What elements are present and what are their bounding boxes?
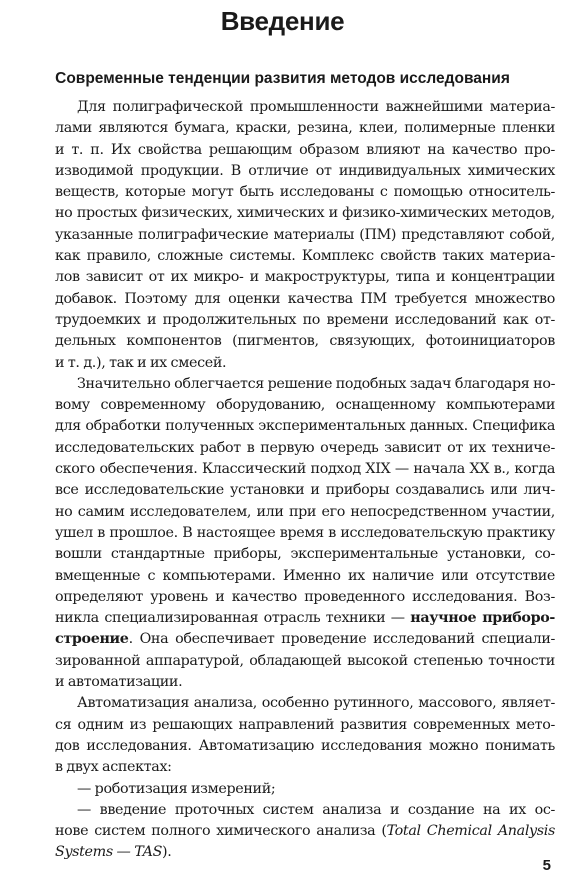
text-line xyxy=(33,629,555,650)
text-line: ского обеспечения. Классический подход XIX — начала XX в., когда xyxy=(55,461,555,478)
paragraph-2 xyxy=(33,374,555,693)
text-run: никла специализированная отрасль техники — xyxy=(55,610,411,627)
text-line: и т. д.), так и их смесей. xyxy=(55,354,227,371)
text-line: трудоемких и продолжительных по времени исследований как от- xyxy=(55,311,555,328)
text-line: вмещенные с компьютерами. Именно их наличие или отсутствие xyxy=(55,567,555,584)
text-line: лами являются бумага, краски, резина, клеи, полимерные пленки xyxy=(55,120,555,137)
text-line: вому современному оборудованию, оснащенному компьютерами xyxy=(55,397,555,414)
text-line xyxy=(33,842,555,863)
text-line: веществ, которые могут быть исследованы с помощью относитель- xyxy=(55,184,555,201)
text-line: Автоматизация анализа, особенно рутинного, массового, являет- xyxy=(77,695,555,712)
page-number: 5 xyxy=(542,857,551,874)
italic-term: Systems — TAS xyxy=(55,844,163,861)
text-line: исследовательских работ в первую очередь зависит от их техниче- xyxy=(55,439,555,456)
list-item xyxy=(33,800,555,864)
text-line: и т. п. Их свойства решающим образом влияют на качество про- xyxy=(55,141,555,158)
text-line: как правило, сложные системы. Комплекс свойств таких материа- xyxy=(55,248,555,265)
text-run: нове систем полного химического анализа ( xyxy=(55,823,387,840)
text-line: и автоматизации. xyxy=(55,674,183,691)
text-line xyxy=(33,821,555,842)
text-line: но простых физических, химических и физико-химических методов, xyxy=(55,205,555,222)
key-term: строение xyxy=(55,631,129,648)
text-line: добавок. Поэтому для оценки качества ПМ требуется множество xyxy=(55,290,555,307)
paragraph-1 xyxy=(33,97,555,374)
text-line: определяют уровень и качество проведенного исследования. Воз- xyxy=(55,588,555,605)
text-run: . Она обеспечивает проведение исследований специали- xyxy=(128,631,555,648)
text-line: изводимой продукции. В отличие от индивидуальных химических xyxy=(55,162,555,179)
chapter-title: Введение xyxy=(220,6,345,36)
text-run: ). xyxy=(162,844,172,861)
text-line: Для полиграфической промышленности важнейшими материа- xyxy=(77,99,555,115)
text-line: дов исследования. Автоматизацию исследования можно понимать xyxy=(55,737,555,754)
key-term: научное приборо- xyxy=(410,610,555,627)
text-line: ушел в прошлое. В настоящее время в исследовательскую практику xyxy=(55,524,555,541)
text-line: — роботизация измерений; xyxy=(77,780,276,797)
text-line: — введение проточных систем анализа и создание на их ос- xyxy=(77,801,555,818)
italic-term: Total Chemical Analysis xyxy=(386,823,555,840)
text-line: ся одним из решающих направлений развития современных мето- xyxy=(55,716,555,733)
text-line: все исследовательские установки и приборы создавались или лич- xyxy=(55,482,555,499)
text-line: дельных компонентов (пигментов, связующих, фотоинициаторов xyxy=(55,333,555,350)
text-line: в двух аспектах: xyxy=(55,759,172,776)
text-line: зированной аппаратурой, обладающей высокой степенью точности xyxy=(55,652,555,669)
text-line: указанные полиграфические материалы (ПМ) представляют собой, xyxy=(55,226,555,243)
text-line: вошли стандартные приборы, экспериментальные установки, со- xyxy=(55,546,555,563)
text-line: Значительно облегчается решение подобных задач благодаря но- xyxy=(77,375,556,392)
text-line: лов зависит от их микро- и макроструктуры, типа и концентрации xyxy=(55,269,555,286)
text-line: для обработки полученных экспериментальных данных. Специфика xyxy=(55,418,555,435)
list-item xyxy=(33,779,555,800)
paragraph-3 xyxy=(33,693,555,778)
body-text xyxy=(33,97,555,864)
text-line: но самим исследователем, или при его непосредственном участии, xyxy=(55,503,555,520)
section-heading: Современные тенденции развития методов исследования xyxy=(55,70,510,87)
text-line xyxy=(33,608,555,629)
